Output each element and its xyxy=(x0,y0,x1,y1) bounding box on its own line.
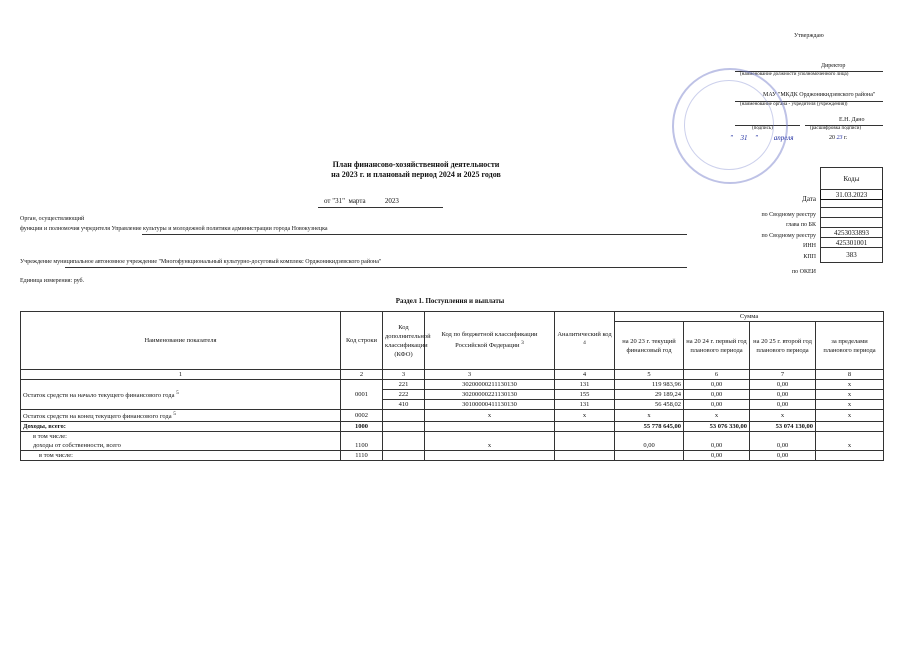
row-code: 0002 xyxy=(341,410,383,422)
approve-position: Директор xyxy=(821,63,846,69)
code-okei: 383 xyxy=(821,248,883,263)
organ-line1: Орган, осуществляющий xyxy=(20,216,85,222)
row-y3: 0,00 xyxy=(750,380,816,390)
row-name: Доходы, всего: xyxy=(21,422,341,432)
row-kbk: 30100000411130130 xyxy=(425,400,555,410)
finance-table xyxy=(20,311,884,461)
col-num: 4 xyxy=(555,370,615,380)
row-code: 1000 xyxy=(341,422,383,432)
row-name: Остаток средств на конец текущего финансового года $^5$ xyxy=(21,410,341,422)
code-inn: 4253033893 xyxy=(821,228,883,238)
institution-value: муниципальное автономное учреждение "Многофункциональный культурно-досуговый комплекс Орджоникидзевского района" xyxy=(53,259,382,265)
row-anal: 131 xyxy=(555,400,615,410)
section-title: Раздел 1. Поступления и выплаты xyxy=(395,297,505,305)
row-y4: x xyxy=(816,380,884,390)
row-y2: x xyxy=(684,410,750,422)
label-kpp: КПП xyxy=(803,254,816,260)
row-kfo xyxy=(383,422,425,432)
code-svod1 xyxy=(821,200,883,208)
codes-box xyxy=(820,167,883,263)
column-numbers-row xyxy=(21,370,884,380)
row-y2: 0,00 xyxy=(684,380,750,390)
row-y1: 56 458,02 xyxy=(615,400,684,410)
doc-date-line: от "31" марта 2023 xyxy=(324,197,399,205)
row-name: в том числе: xyxy=(21,451,341,461)
th-kbk: Код по бюджетной классификации Российской Федерации $^3$ xyxy=(425,312,555,370)
row-kbk xyxy=(425,451,555,461)
row-y4: x xyxy=(816,400,884,410)
unit-line: Единица измерения: руб. xyxy=(20,278,85,284)
th-y1: на 20 23 г. текущий финансовый год xyxy=(615,322,684,370)
th-y2: на 20 24 г. первый год планового периода xyxy=(684,322,750,370)
label-glava: глава по БК xyxy=(786,222,816,228)
code-kpp: 425301001 xyxy=(821,238,883,248)
th-sum: Сумма xyxy=(615,312,884,322)
row-kfo: 222 xyxy=(383,390,425,400)
organ-line2: функции и полномочия учредителя Управление культуры и молодежной политики администрации города Новокузнецка xyxy=(20,226,328,232)
doc-title-1: План финансово-хозяйственной деятельности xyxy=(332,160,500,169)
approve-org: МАУ "МКДК Орджоникидзевского района" xyxy=(763,92,876,98)
col-num: 3 xyxy=(383,370,425,380)
row-y3: 0,00 xyxy=(750,432,816,451)
row-y1: 119 983,96 xyxy=(615,380,684,390)
table-row xyxy=(21,380,884,390)
row-y2: 0,00 xyxy=(684,451,750,461)
row-code: 0001 xyxy=(341,380,383,410)
label-date: Дата xyxy=(802,195,816,203)
position-caption: (наименование должности уполномоченного лица) xyxy=(740,72,849,77)
label-svod2: по Сводному реестру xyxy=(761,233,816,239)
row-anal xyxy=(555,422,615,432)
row-code: 1110 xyxy=(341,451,383,461)
row-kfo: 410 xyxy=(383,400,425,410)
code-svod2 xyxy=(821,218,883,228)
row-code: 1100 xyxy=(341,432,383,451)
row-y4: x xyxy=(816,432,884,451)
institution-line: Учреждение муниципальное автономное учреждение "Многофункциональный культурно-досуговый комплекс Орджоникидзевского района" xyxy=(20,259,382,265)
table-row xyxy=(21,451,884,461)
row-kfo xyxy=(383,451,425,461)
col-num: 5 xyxy=(615,370,684,380)
row-y1: 55 778 645,00 xyxy=(615,422,684,432)
row-y3: 0,00 xyxy=(750,400,816,410)
row-kfo xyxy=(383,432,425,451)
org-caption: (наименование органа - учредителя (учреждения)) xyxy=(740,102,848,107)
sign-caption: (подпись) xyxy=(752,126,773,131)
table-row xyxy=(21,432,884,451)
row-y3: 0,00 xyxy=(750,451,816,461)
seal-stamp-inner xyxy=(684,80,774,170)
row-anal xyxy=(555,432,615,451)
row-y1 xyxy=(615,451,684,461)
row-anal: 131 xyxy=(555,380,615,390)
th-y3: на 20 25 г. второй год планового периода xyxy=(750,322,816,370)
col-num: 8 xyxy=(816,370,884,380)
approve-year: 20 23 г. xyxy=(829,135,848,141)
col-num: 6 xyxy=(684,370,750,380)
label-okei: по ОКЕИ xyxy=(791,269,816,275)
row-y3: x xyxy=(750,410,816,422)
label-inn: ИНН xyxy=(803,243,816,249)
th-name: Наименование показателя xyxy=(21,312,341,370)
row-y2: 0,00 xyxy=(684,390,750,400)
row-anal: x xyxy=(555,410,615,422)
row-anal: 155 xyxy=(555,390,615,400)
row-y1: 0,00 xyxy=(615,432,684,451)
row-kbk: 30200000211130130 xyxy=(425,380,555,390)
th-kfo: Код дополнительной классификации (КФО) xyxy=(383,312,425,370)
col-num: 2 xyxy=(341,370,383,380)
row-y3: 0,00 xyxy=(750,390,816,400)
col-num: 3 xyxy=(425,370,555,380)
decode-caption: (расшифровка подписи) xyxy=(810,126,862,131)
table-row xyxy=(21,410,884,422)
row-y2: 53 076 330,00 xyxy=(684,422,750,432)
row-kbk xyxy=(425,422,555,432)
row-kbk: x xyxy=(425,432,555,451)
doc-title-2: на 2023 г. и плановый период 2024 и 2025 годов xyxy=(331,170,501,179)
row-y1: 29 189,24 xyxy=(615,390,684,400)
row-y4 xyxy=(816,422,884,432)
row-kbk: 30200000221130130 xyxy=(425,390,555,400)
row-y1: x xyxy=(615,410,684,422)
row-name: Остаток средств на начало текущего финансового года $^5$ xyxy=(21,380,341,410)
code-glava xyxy=(821,208,883,218)
row-y3: 53 074 130,00 xyxy=(750,422,816,432)
row-name: в том числе: доходы от собственности, всего xyxy=(21,432,341,451)
row-y4: x xyxy=(816,390,884,400)
th-anal: Аналитический код $^4$ xyxy=(555,312,615,370)
row-y2: 0,00 xyxy=(684,400,750,410)
row-anal xyxy=(555,451,615,461)
col-num: 7 xyxy=(750,370,816,380)
th-code: Код строки xyxy=(341,312,383,370)
table-row xyxy=(21,422,884,432)
codes-header: Коды xyxy=(821,168,883,190)
col-num: 1 xyxy=(21,370,341,380)
row-kbk: x xyxy=(425,410,555,422)
approve-signer: Е.Н. Дано xyxy=(839,117,865,123)
row-y4: x xyxy=(816,410,884,422)
row-kfo: 221 xyxy=(383,380,425,390)
organ-value: Управление культуры и молодежной политики администрации города Новокузнецка xyxy=(111,226,328,232)
label-svod1: по Сводному реестру xyxy=(761,212,816,218)
approve-date: " 31 " апреля xyxy=(730,134,794,142)
row-kfo xyxy=(383,410,425,422)
code-date: 31.03.2023 xyxy=(821,190,883,200)
row-y2: 0,00 xyxy=(684,432,750,451)
row-y4 xyxy=(816,451,884,461)
th-y4: за пределами планового периода xyxy=(816,322,884,370)
approve-title: Утверждаю xyxy=(794,33,824,39)
